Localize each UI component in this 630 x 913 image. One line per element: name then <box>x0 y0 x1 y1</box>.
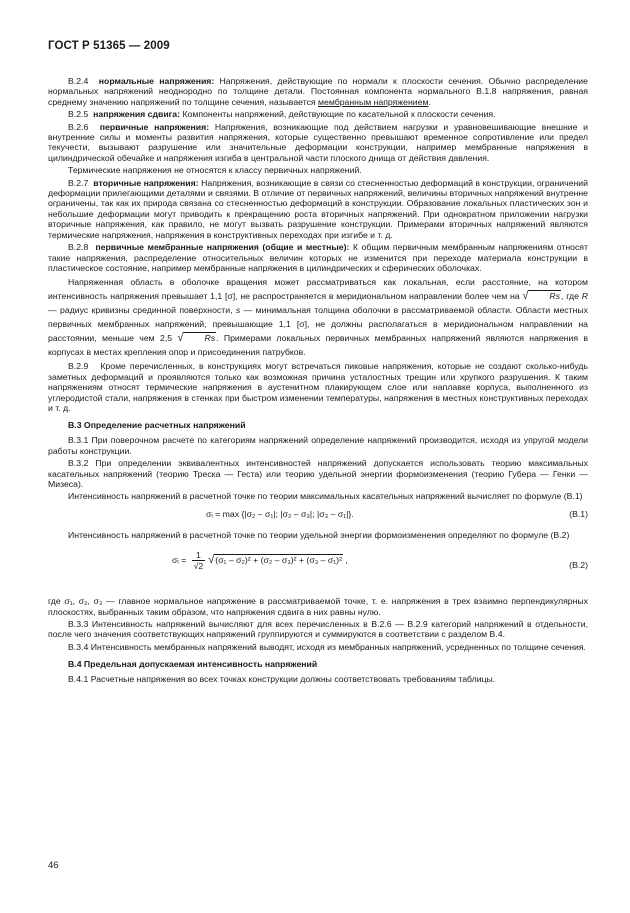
fraction: $\frac{1}{√2}$ <box>193 550 204 572</box>
sqrt-sign: √ <box>208 553 215 566</box>
paragraph-b25: В.2.5 напряжения сдвига: Компоненты напряжений, действующие по касательной к плоскости сечения. <box>68 109 496 120</box>
sqrt-expression: Rs <box>183 332 216 343</box>
paragraph-b31: В.3.1 При поверочном расчете по категориям напряжений определение напряжений производится, исходя из упругой модели работы конструкции. <box>48 435 588 456</box>
paragraph-b24: В.2.4 нормальные напряжения: Напряжения, действующие по нормали к плоскости сечения. Обычно распределение нормальных напряжений неоднородно по толщине детали. Постоянная компонента нормального В.1.8 напряжения, равная среднему значению напряжений по толщине сечения, называется мембранным напряжением. <box>48 76 588 107</box>
paragraph-local-zone: Напряженная область в оболочке вращения может рассматриваться как локальная, если расстояние, на котором интенсивность напряжения превышает 1,1 [σ], не распространяется в меридиональном направлении более чем на √ Rs, где R — радиус кривизны срединной поверхности, s — минимальная толщина оболочки в рассматриваемой области. Области местных первичных мембранных напряжений, превышающие 1,1 [σ], не должны располагаться в меридиональном направлении на расстоянии, меньше чем 2,5 √ Rs. Примерами локальных первичных мембранных напряжений являются напряжения в корпусах в местах крепления опор и присоединения патрубков. <box>48 277 589 358</box>
paragraph-b32: В.3.2 При определении эквивалентных интенсивностей напряжений допускается использовать теорию максимальных касательных напряжений (теорию Треска — Геста) или теорию удельной энергии формоизменения (теорию Губера — Генки — Мизеса). <box>48 458 588 489</box>
paragraph-where: где σ₁, σ₂, σ₃ — главное нормальное напряжение в рассматриваемой точке, т. е. напряжения в трех взаимно перпендикулярных плоскостях, выбранных таким образом, что напряжения сдвига в них равны нулю. <box>48 596 588 617</box>
underlined-term: мембранным напряжением <box>318 96 429 107</box>
definition-text: Напряжения, действующие по нормали к плоскости сечения. Обычно распределение нормальных напряжений неоднородно по толщине детали. Постоянная компонента нормального В.1.8 напряжения, равная среднему значению напряжений по толщине сечения, называется <box>48 76 588 107</box>
section-heading-b3: В.3 Определение расчетных напряжений <box>68 420 246 431</box>
paragraph-b27: В.2.7 вторичные напряжения: Напряжения, возникающие в связи со стесненностью деформаций в конструкции, ограничений деформации прилегающими деталями и связями. В отличие от первичных напряжений, величины вторичных напряжений внутренне ограничены, так как их природа связана со стесненностью деформаций в конструкции. Образование локальных пластических зон и небольшие деформации могут приводить к прекращению роста вторичных напряжений. При однократном приложении нагрузки вторичные напряжения, как правило, не могут вызвать разрушение конструкции. Примерами вторичных напряжений являются термические напряжения, напряжения в конструктивных переходах при изгибе и т. д. <box>48 177 588 240</box>
thermal-note: Термические напряжения не относятся к классу первичных напряжений. <box>68 165 362 176</box>
paragraph-b26: В.2.6 первичные напряжения: Напряжения, возникающие под действием нагрузки и уравновешивающие внешние и внутренние силы и моменты развития напряжения, которые существенно превышают временное сопротивление или предел текучести, вызывают разрушение или значительные деформации конструкции, например мембранные напряжения в цилиндрической обечайке и напряжения изгиба в центральной части плоского днища от действия давления. <box>48 121 588 163</box>
paragraph-b41: В.4.1 Расчетные напряжения во всех точках конструкции должны соответствовать требованиям таблицы. <box>68 674 496 685</box>
formula-b1-number: (В.1) <box>569 508 588 519</box>
term: вторичные напряжения: <box>93 177 199 188</box>
paragraph-b28: В.2.8 первичные мембранные напряжения (общие и местные): К общим первичным мембранным напряжениям относят такие напряжения, распределение относительных величин которых не изменится при переходе материала конструкции в пластическое состояние, например мембранные напряжения в цилиндрических и сферических оболочках. <box>48 242 588 273</box>
paragraph-b29: В.2.9 Кроме перечисленных, в конструкциях могут встречаться пиковые напряжения, которые не создают сколько-нибудь заметных деформаций и проявляются только как возможная причина усталостных трещин или хрупкого разрушения. К таким напряжениям относят термические напряжения в аустенитном плакирующем слое или наплавке корпуса, выполненного из углеродистой стали, напряжения в стенках при быстром изменении температуры, напряжения в местных конструктивных переходах и т. д. <box>48 361 588 413</box>
paragraph-b32-formula2-intro: Интенсивность напряжений в расчетной точке по теории удельной энергии формоизменения определяют по формуле (В.2) <box>68 529 570 540</box>
formula-b1 <box>48 506 588 524</box>
term: первичные мембранные напряжения (общие и местные): <box>95 242 350 253</box>
section-heading-b4: В.4 Предельная допускаемая интенсивность напряжений <box>68 659 318 670</box>
formula-b2-expression: σᵢ = $\frac{1}{√2}$ √(σ₁ – σ₂)² + (σ₂ – σ₃)² + (σ₃ – σ₁)² , <box>172 550 348 572</box>
term: нормальные напряжения: <box>98 76 215 86</box>
paragraph-b33: В.3.3 Интенсивность напряжений вычисляют для всех перечисленных в В.2.6 — В.2.9 категорий напряжений в отдельности, после чего значения соответствующих напряжений группируются и суммируются в соответствии с разделом В.4. <box>48 619 588 640</box>
formula-b2 <box>48 548 588 586</box>
sqrt-sign: √ <box>177 332 184 345</box>
formula-b1-expression: σᵢ = max {|σ₂ – σ₁|; |σ₂ – σ₃|; |σ₃ – σ₁|}. <box>206 508 354 519</box>
sqrt-expression: Rs <box>528 290 561 301</box>
document-header: ГОСТ Р 51365 — 2009 <box>48 40 170 52</box>
clause-number: В.2.4 <box>68 76 89 86</box>
formula-b2-number: (В.2) <box>569 560 588 571</box>
page-number: 46 <box>48 860 59 871</box>
paragraph-b34: В.3.4 Интенсивность мембранных напряжений выводят, исходя из мембранных напряжений, усредненных по толщине сечения. <box>68 641 586 652</box>
radicand: (σ₁ – σ₂)² + (σ₂ – σ₃)² + (σ₃ – σ₁)² <box>215 554 342 565</box>
paragraph-b32-formula-intro: Интенсивность напряжений в расчетной точке по теории максимальных касательных напряжений вычисляет по формуле (В.1) <box>68 491 583 502</box>
document-page <box>48 40 588 685</box>
term: напряжения сдвига: <box>93 109 181 120</box>
term: первичные напряжения: <box>99 121 210 132</box>
sqrt-sign: √ <box>522 290 529 303</box>
